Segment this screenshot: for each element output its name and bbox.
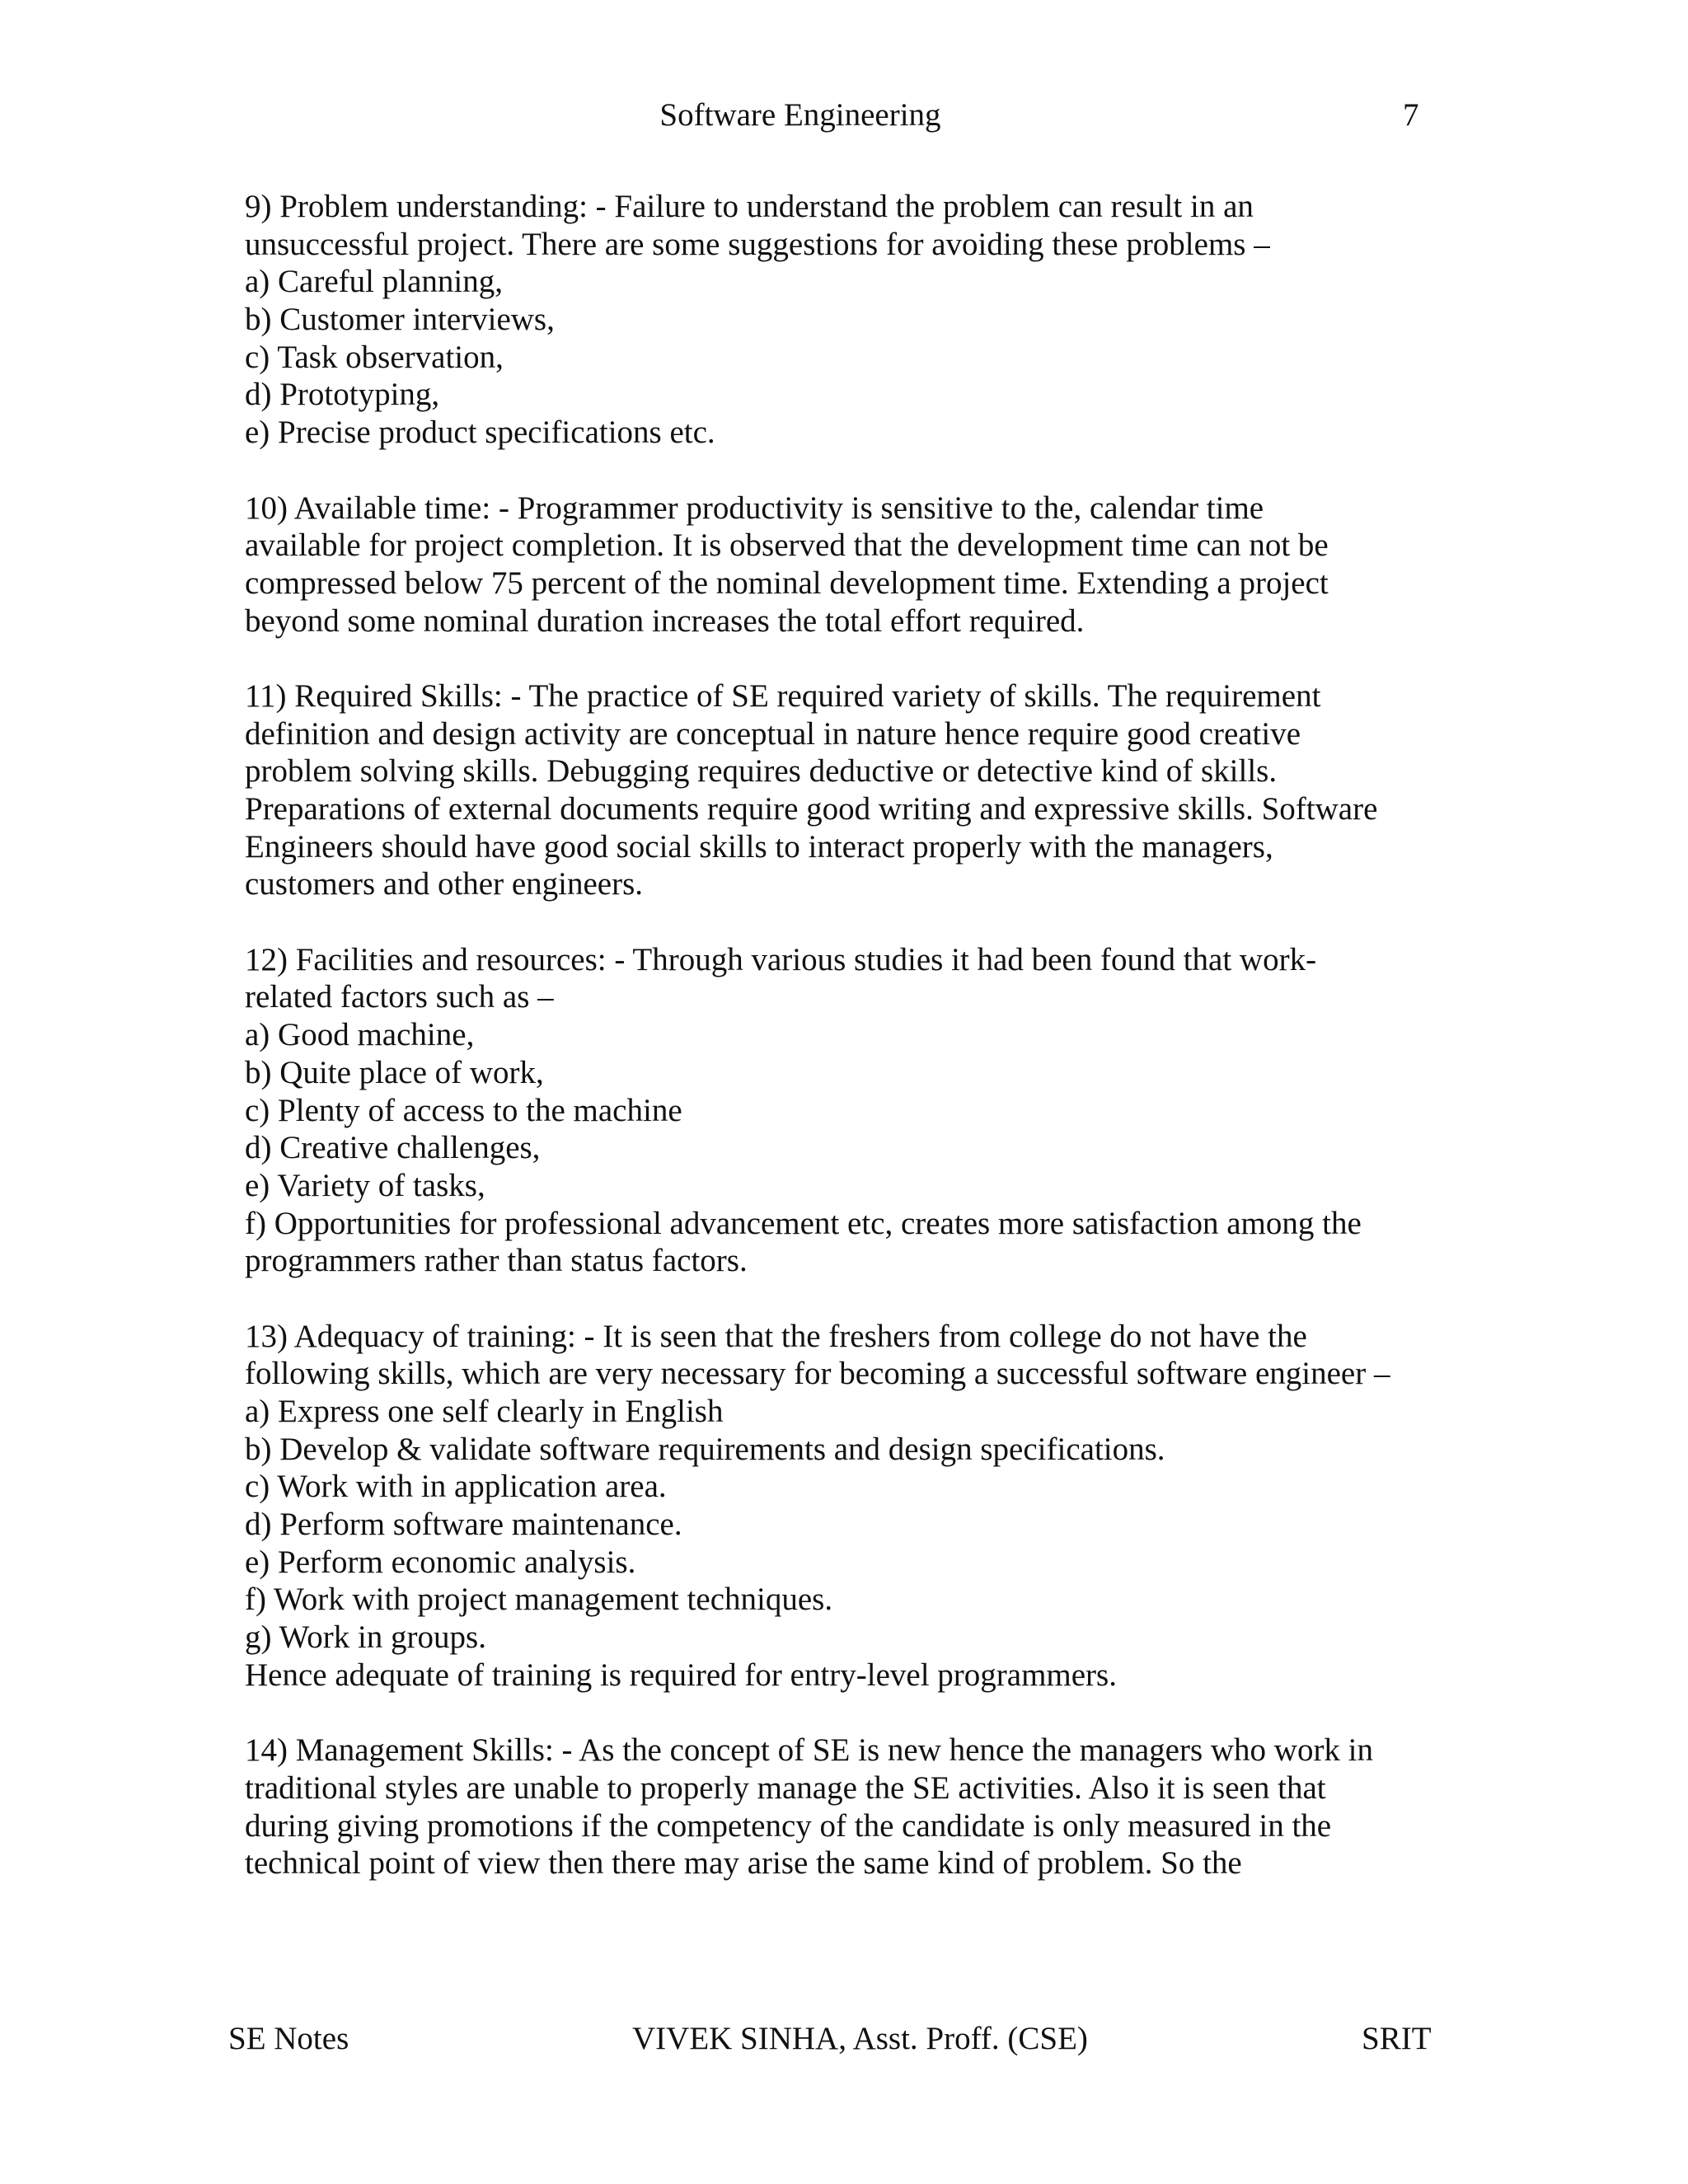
paragraph-line: related factors such as – [245, 979, 554, 1015]
paragraph-line: Hence adequate of training is required for entry-level programmers. [245, 1657, 1117, 1693]
list-item: b) Develop & validate software requirements and design specifications. [245, 1431, 1165, 1467]
footer-course: SE Notes [228, 2021, 349, 2056]
paragraph-line: during giving promotions if the competency of the candidate is only measured in the [245, 1807, 1332, 1844]
paragraph-gap [245, 452, 1465, 490]
page-header [0, 92, 1688, 138]
paragraph-line: customers and other engineers. [245, 866, 644, 902]
paragraph-line: 9) Problem understanding: - Failure to understand the problem can result in an [245, 189, 1254, 224]
list-item: a) Careful planning, [245, 264, 503, 300]
paragraph-line: 11) Required Skills: - The practice of SE required variety of skills. The requirement [245, 677, 1321, 714]
paragraph-line: 12) Facilities and resources: - Through various studies it had been found that work- [245, 941, 1317, 977]
footer-author: VIVEK SINHA, Asst. Proff. (CSE) [632, 2021, 1088, 2056]
list-item: c) Plenty of access to the machine [245, 1092, 682, 1128]
list-item: c) Work with in application area. [245, 1469, 667, 1505]
paragraph-line: following skills, which are very necessary for becoming a successful software engineer – [245, 1356, 1390, 1392]
paragraph-line: technical point of view then there may arise the same kind of problem. So the [245, 1845, 1242, 1882]
list-item: b) Customer interviews, [245, 302, 555, 338]
paragraph-line: unsuccessful project. There are some suggestions for avoiding these problems – [245, 226, 1270, 262]
paragraph-line: compressed below 75 percent of the nominal development time. Extending a project [245, 565, 1329, 601]
paragraph-gap [245, 903, 1465, 941]
paragraph-line: beyond some nominal duration increases the total effort required. [245, 602, 1085, 639]
list-item: g) Work in groups. [245, 1619, 486, 1656]
page-footer [0, 2016, 1688, 2062]
paragraph-line: problem solving skills. Debugging requires deductive or detective kind of skills. [245, 753, 1278, 790]
document-body [245, 188, 1465, 1882]
list-item: f) Work with project management techniques. [245, 1582, 833, 1618]
list-item: d) Perform software maintenance. [245, 1507, 682, 1543]
section-adequacy-of-training [245, 1318, 1465, 1694]
section-available-time [245, 490, 1465, 640]
list-item: e) Variety of tasks, [245, 1167, 485, 1203]
paragraph-line: Preparations of external documents require good writing and expressive skills. Software [245, 791, 1378, 827]
paragraph-line: definition and design activity are conceptual in nature hence require good creative [245, 715, 1301, 752]
paragraph-line: 14) Management Skills: - As the concept of SE is new hence the managers who work in [245, 1732, 1374, 1769]
paragraph-line: 13) Adequacy of training: - It is seen that the freshers from college do not have the [245, 1318, 1307, 1354]
section-management-skills [245, 1732, 1465, 1882]
section-required-skills [245, 677, 1465, 903]
list-item: d) Creative challenges, [245, 1130, 541, 1166]
list-item: d) Prototyping, [245, 377, 440, 413]
section-facilities-resources [245, 941, 1465, 1280]
list-item: a) Express one self clearly in English [245, 1394, 724, 1429]
paragraph-line: traditional styles are unable to properly manage the SE activities. Also it is seen that [245, 1769, 1326, 1806]
list-item: b) Quite place of work, [245, 1054, 544, 1090]
page-title: Software Engineering [659, 97, 941, 133]
paragraph-line: programmers rather than status factors. [245, 1243, 748, 1279]
paragraph-line: 10) Available time: - Programmer productivity is sensitive to the, calendar time [245, 490, 1264, 526]
footer-institute: SRIT [1362, 2021, 1432, 2056]
list-item: c) Task observation, [245, 339, 504, 375]
paragraph-gap [245, 640, 1465, 677]
list-item: e) Perform economic analysis. [245, 1544, 636, 1580]
list-item: e) Precise product specifications etc. [245, 415, 715, 451]
section-problem-understanding [245, 188, 1465, 452]
list-item: f) Opportunities for professional advancement etc, creates more satisfaction among the [245, 1205, 1362, 1241]
paragraph-gap [245, 1280, 1465, 1318]
paragraph-line: available for project completion. It is observed that the development time can not be [245, 527, 1329, 564]
paragraph-gap [245, 1694, 1465, 1732]
list-item: a) Good machine, [245, 1017, 475, 1053]
page-number: 7 [1403, 97, 1419, 133]
paragraph-line: Engineers should have good social skills to interact properly with the managers, [245, 828, 1273, 865]
